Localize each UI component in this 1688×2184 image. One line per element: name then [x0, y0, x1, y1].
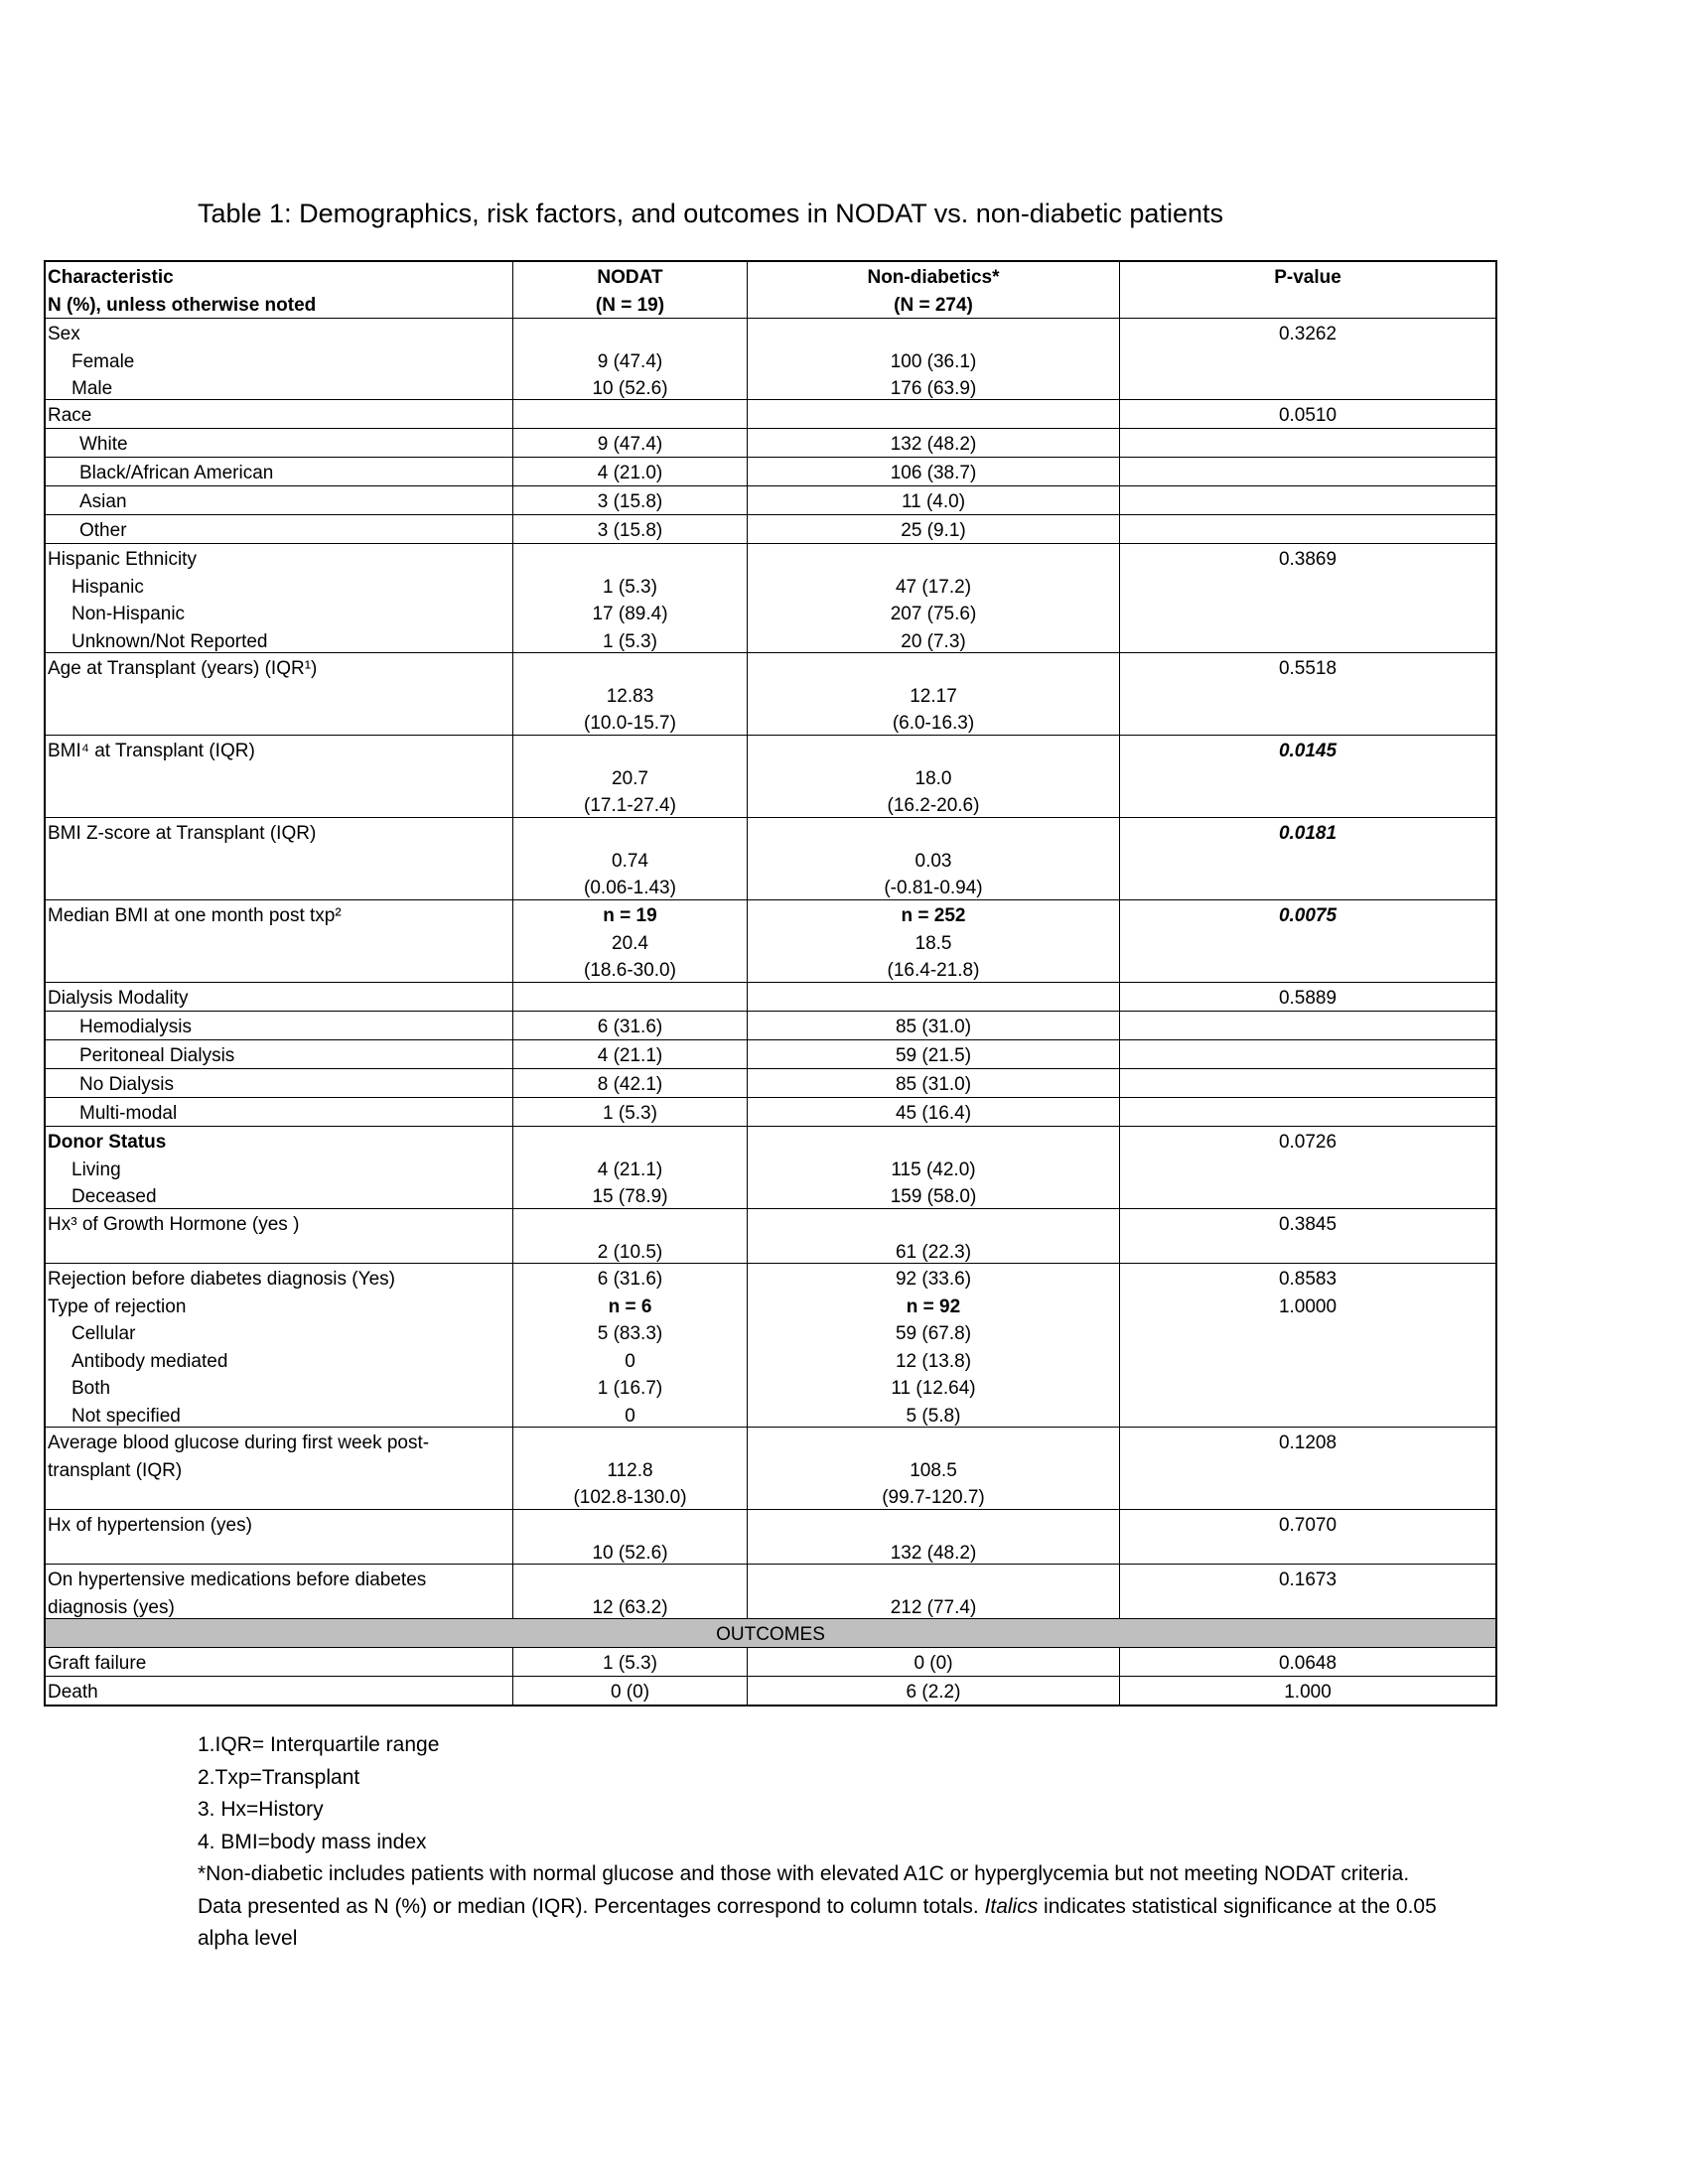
table-cell: 3 (15.8)	[513, 486, 748, 514]
table-cell	[1120, 1098, 1495, 1126]
table-cell: 2 (10.5)	[513, 1209, 748, 1263]
table-cell: 1.000	[1284, 1682, 1332, 1703]
table-cell: 0.3262	[1278, 324, 1337, 344]
table-row	[46, 1126, 1495, 1208]
table-row	[46, 1011, 1495, 1039]
table-row	[46, 1208, 1495, 1263]
table-cell: White	[46, 429, 513, 457]
table-cell: 0.3845	[1278, 1214, 1337, 1235]
table-cell: Dialysis Modality	[46, 983, 513, 1011]
table-cell: 100 (36.1) 176 (63.9)	[748, 319, 1120, 399]
table-cell: 0.0510	[1278, 405, 1337, 426]
table-cell: Hemodialysis	[46, 1012, 513, 1039]
table-cell	[1120, 1012, 1495, 1039]
table-cell: 6 (31.6) n = 6 5 (83.3) 0 1 (16.7) 0	[513, 1264, 748, 1427]
table-cell: On hypertensive medications before diabetes diagnosis (yes)	[46, 1565, 513, 1618]
table-cell	[1120, 1040, 1495, 1068]
table-cell: 1 (5.3)	[513, 1098, 748, 1126]
table-cell: 0.0648	[1278, 1653, 1337, 1674]
table-cell: 85 (31.0)	[748, 1069, 1120, 1097]
table-footnotes	[198, 1729, 1488, 1956]
table-row	[46, 399, 1495, 428]
table-cell: 61 (22.3)	[748, 1209, 1120, 1263]
table-cell: Hx of hypertension (yes)	[46, 1510, 513, 1564]
table-cell: Average blood glucose during first week post- transplant (IQR)	[46, 1428, 513, 1509]
table-cell	[1120, 486, 1495, 514]
table-cell	[748, 400, 1120, 428]
table-row	[46, 982, 1495, 1011]
footnote-4: 4. BMI=body mass index	[198, 1830, 427, 1853]
table-cell: 0 (0)	[748, 1648, 1120, 1676]
table-row	[46, 817, 1495, 899]
table-cell: 0.1208	[1278, 1433, 1337, 1453]
table-cell: 0.03 (-0.81-0.94)	[748, 818, 1120, 899]
table-cell: 9 (47.4) 10 (52.6)	[513, 319, 748, 399]
header-p-value: P-value	[1274, 267, 1341, 288]
table-row	[46, 1068, 1495, 1097]
table-cell: 0.74 (0.06-1.43)	[513, 818, 748, 899]
table-cell: BMI⁴ at Transplant (IQR)	[46, 736, 513, 817]
table-cell: 6 (2.2)	[748, 1677, 1120, 1705]
table-cell: No Dialysis	[46, 1069, 513, 1097]
table-cell: 4 (21.1)	[513, 1040, 748, 1068]
table-cell	[1120, 1069, 1495, 1097]
table-row	[46, 428, 1495, 457]
table-cell: 6 (31.6)	[513, 1012, 748, 1039]
table-cell: 0 (0)	[513, 1677, 748, 1705]
table-cell: 45 (16.4)	[748, 1098, 1120, 1126]
table-cell: 0.8583 1.0000	[1278, 1269, 1337, 1317]
table-cell: 25 (9.1)	[748, 515, 1120, 543]
outcomes-label: OUTCOMES	[46, 1619, 1495, 1647]
table-cell: 11 (4.0)	[748, 486, 1120, 514]
table-row	[46, 1676, 1495, 1705]
table-cell: Rejection before diabetes diagnosis (Yes) Type of rejection Cellular Antibody mediated Both Not specified	[46, 1264, 513, 1427]
table-row	[46, 1427, 1495, 1509]
table-row	[46, 457, 1495, 485]
table-cell: 0.1673	[1278, 1570, 1337, 1590]
table-cell: 18.0 (16.2-20.6)	[748, 736, 1120, 817]
table-cell: 10 (52.6)	[513, 1510, 748, 1564]
table-cell: 0.0181	[1278, 823, 1337, 844]
table-cell: Race	[46, 400, 513, 428]
table-cell: Donor Status Living Deceased	[46, 1127, 513, 1208]
table-row	[46, 735, 1495, 817]
table-cell: 0.0726	[1278, 1132, 1337, 1153]
table-cell: 47 (17.2) 207 (75.6) 20 (7.3)	[748, 544, 1120, 652]
table-cell	[1120, 515, 1495, 543]
table-cell: Graft failure	[46, 1648, 513, 1676]
table-cell: 0.3869	[1278, 549, 1337, 570]
outcomes-section-header	[46, 1618, 1495, 1647]
table-cell: 85 (31.0)	[748, 1012, 1120, 1039]
table-cell: 132 (48.2)	[748, 1510, 1120, 1564]
header-nodat: NODAT (N = 19)	[513, 262, 748, 318]
table-cell: Hispanic Ethnicity Hispanic Non-Hispanic Unknown/Not Reported	[46, 544, 513, 652]
table-row	[46, 1263, 1495, 1427]
table-row	[46, 1039, 1495, 1068]
table-row	[46, 1509, 1495, 1564]
header-non-diabetics: Non-diabetics* (N = 274)	[748, 262, 1120, 318]
footnote-1: 1.IQR= Interquartile range	[198, 1733, 440, 1756]
table-cell: Death	[46, 1677, 513, 1705]
table-cell	[513, 400, 748, 428]
table-cell: Multi-modal	[46, 1098, 513, 1126]
table-cell: 20.7 (17.1-27.4)	[513, 736, 748, 817]
table-header-row	[46, 262, 1495, 318]
table-cell: Age at Transplant (years) (IQR¹)	[46, 653, 513, 735]
table-cell: 0.7070	[1278, 1515, 1337, 1536]
table-cell: 1 (5.3) 17 (89.4) 1 (5.3)	[513, 544, 748, 652]
table-cell: 12 (63.2)	[513, 1565, 748, 1618]
table-cell: 8 (42.1)	[513, 1069, 748, 1097]
table-cell: 115 (42.0) 159 (58.0)	[748, 1127, 1120, 1208]
table-row	[46, 652, 1495, 735]
table-cell: 92 (33.6) n = 92 59 (67.8) 12 (13.8) 11 (12.64) 5 (5.8)	[748, 1264, 1120, 1427]
header-characteristic: Characteristic N (%), unless otherwise noted	[46, 262, 513, 318]
table-cell: BMI Z-score at Transplant (IQR)	[46, 818, 513, 899]
table-cell: 112.8 (102.8-130.0)	[513, 1428, 748, 1509]
table-row	[46, 543, 1495, 652]
footnote-data-note: Data presented as N (%) or median (IQR). Percentages correspond to column totals. Italics indicates statistical significance at the 0.05 alpha level	[198, 1894, 1437, 1950]
table-row	[46, 318, 1495, 399]
table-cell: Hx³ of Growth Hormone (yes )	[46, 1209, 513, 1263]
table-cell: Other	[46, 515, 513, 543]
table-row	[46, 1097, 1495, 1126]
footnote-2: 2.Txp=Transplant	[198, 1765, 360, 1789]
table-cell	[513, 983, 748, 1011]
table-title: Table 1: Demographics, risk factors, and outcomes in NODAT vs. non-diabetic patients	[198, 199, 1223, 228]
table-cell	[1120, 429, 1495, 457]
footnote-3: 3. Hx=History	[198, 1798, 324, 1821]
table-row	[46, 1564, 1495, 1618]
footnote-non-diabetic: *Non-diabetic includes patients with normal glucose and those with elevated A1C or hyperglycemia but not meeting NODAT criteria.	[198, 1862, 1410, 1885]
table-cell: 132 (48.2)	[748, 429, 1120, 457]
table-cell: Peritoneal Dialysis	[46, 1040, 513, 1068]
table-cell: 59 (21.5)	[748, 1040, 1120, 1068]
table-cell: 0.0075	[1278, 905, 1337, 926]
table-cell: 108.5 (99.7-120.7)	[748, 1428, 1120, 1509]
table-cell: 12.17 (6.0-16.3)	[748, 653, 1120, 735]
table-cell: 106 (38.7)	[748, 458, 1120, 485]
table-cell: Asian	[46, 486, 513, 514]
table-cell: 4 (21.1) 15 (78.9)	[513, 1127, 748, 1208]
table-row	[46, 1647, 1495, 1676]
table-cell: 12.83 (10.0-15.7)	[513, 653, 748, 735]
table-cell: n = 252 18.5 (16.4-21.8)	[748, 900, 1120, 982]
table-cell: n = 19 20.4 (18.6-30.0)	[513, 900, 748, 982]
table-cell: 3 (15.8)	[513, 515, 748, 543]
table-cell: 0.0145	[1278, 741, 1337, 761]
table-cell: 212 (77.4)	[748, 1565, 1120, 1618]
table-row	[46, 514, 1495, 543]
table-row	[46, 485, 1495, 514]
table-cell: 1 (5.3)	[513, 1648, 748, 1676]
table-cell: 9 (47.4)	[513, 429, 748, 457]
table-row	[46, 899, 1495, 982]
demographics-table	[44, 260, 1497, 1706]
table-cell: 0.5518	[1278, 658, 1337, 679]
table-cell	[1120, 458, 1495, 485]
table-cell: Median BMI at one month post txp²	[46, 900, 513, 982]
table-cell	[748, 983, 1120, 1011]
table-cell: Black/African American	[46, 458, 513, 485]
table-cell: Sex Female Male	[46, 319, 513, 399]
table-cell: 0.5889	[1278, 988, 1337, 1009]
table-cell: 4 (21.0)	[513, 458, 748, 485]
